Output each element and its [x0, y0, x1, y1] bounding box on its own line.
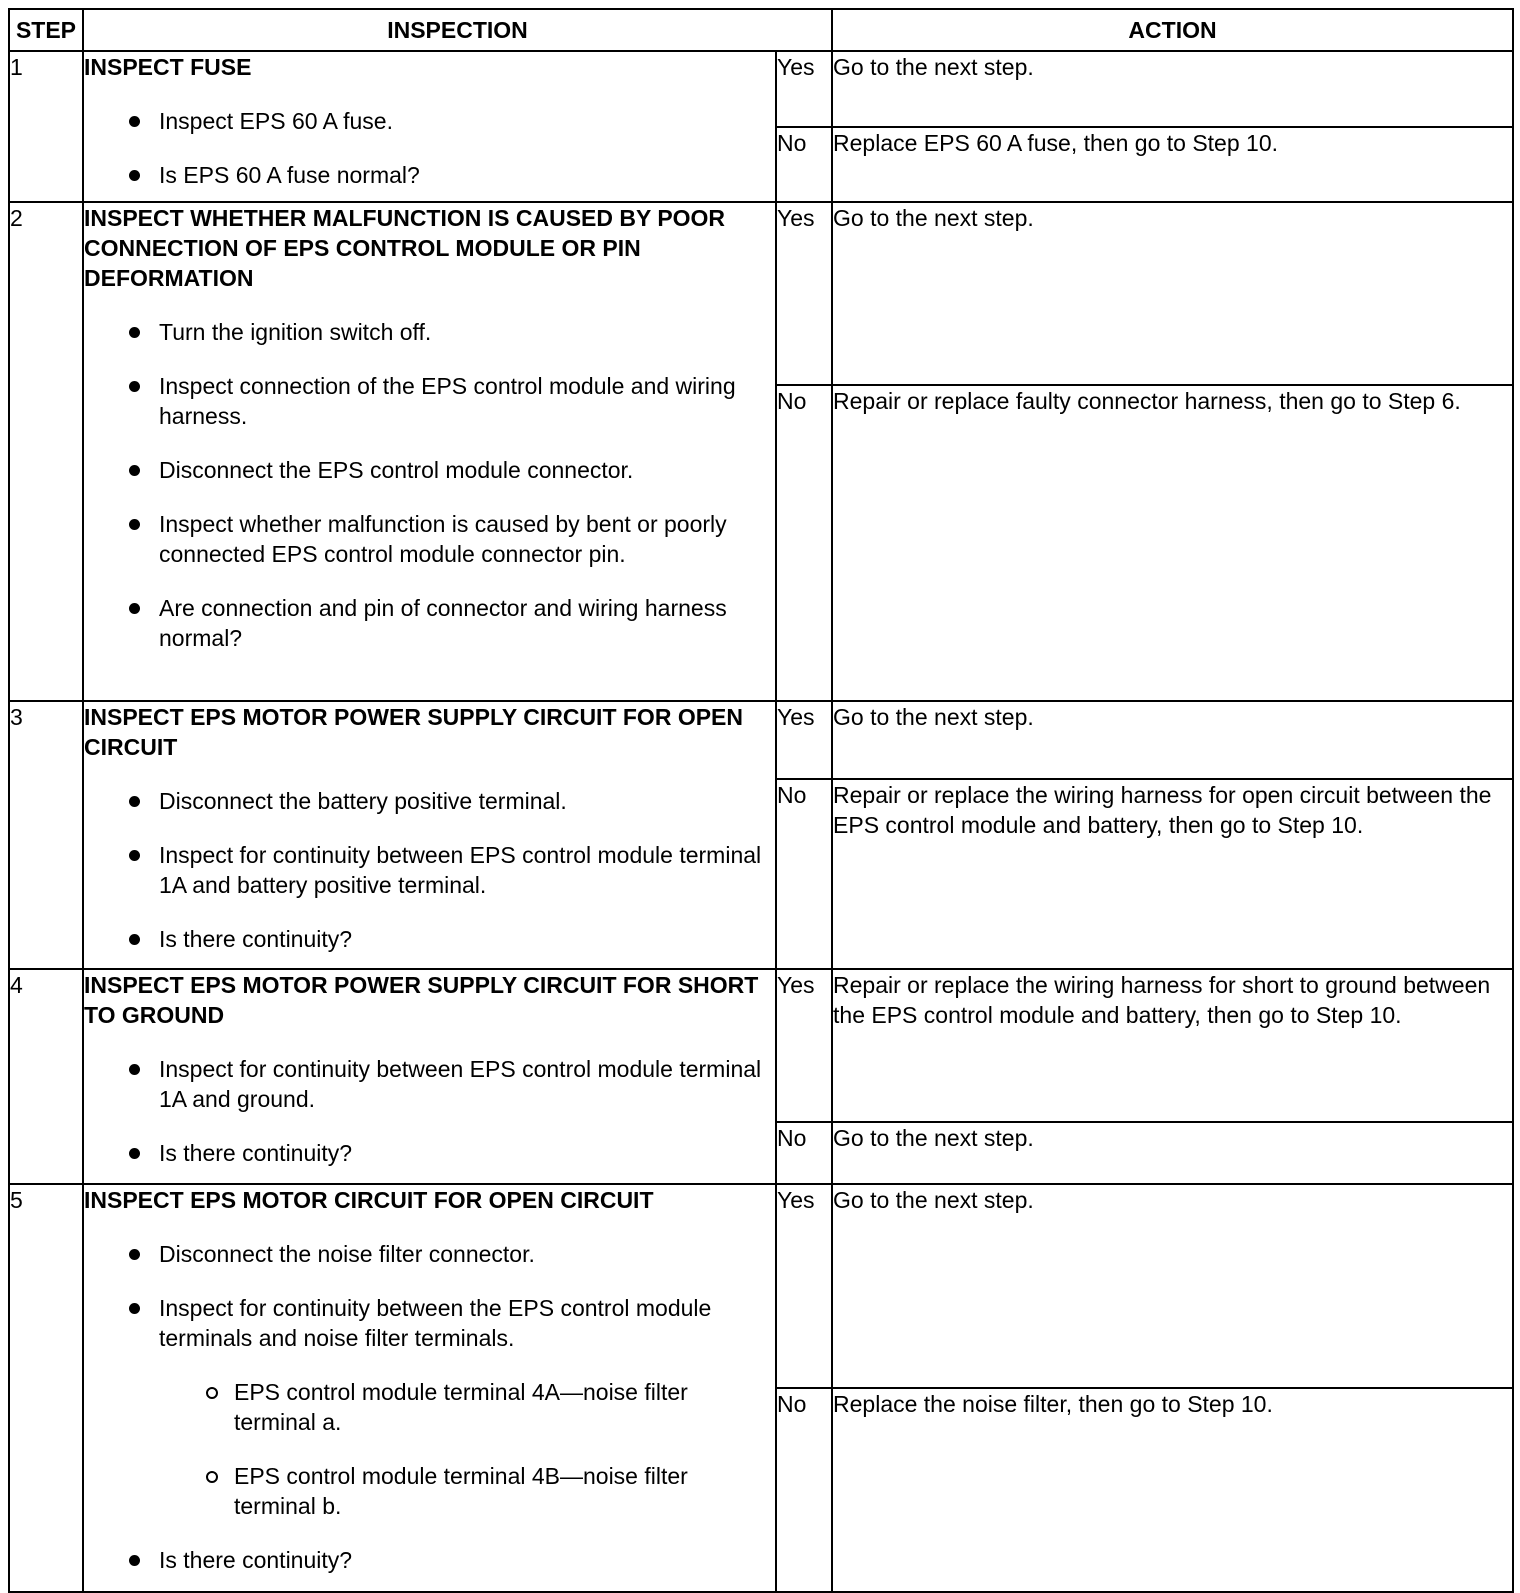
inspection-bullet: Inspect for continuity between the EPS control module terminals and noise filter terminals. — [84, 1293, 775, 1353]
inspection-bullet: Are connection and pin of connector and wiring harness normal? — [84, 593, 775, 653]
no-action: Repair or replace faulty connector harness, then go to Step 6. — [832, 385, 1513, 701]
inspection-bullet: Is EPS 60 A fuse normal? — [84, 160, 775, 190]
no-action: Replace EPS 60 A fuse, then go to Step 10. — [832, 127, 1513, 202]
inspection-bullet: Disconnect the EPS control module connector. — [84, 455, 775, 485]
header-action: ACTION — [832, 9, 1513, 51]
yes-label: Yes — [776, 701, 832, 779]
step-inspection — [83, 202, 776, 701]
step-number: 1 — [9, 51, 83, 202]
step-number: 5 — [9, 1184, 83, 1592]
step-inspection — [83, 1184, 776, 1592]
no-label: No — [776, 1388, 832, 1592]
step-title: INSPECT EPS MOTOR POWER SUPPLY CIRCUIT FOR SHORT TO GROUND — [84, 972, 759, 1028]
inspection-bullet: Inspect for continuity between EPS control module terminal 1A and ground. — [84, 1054, 775, 1114]
no-label: No — [776, 1122, 832, 1184]
yes-label: Yes — [776, 1184, 832, 1388]
yes-label: Yes — [776, 51, 832, 127]
yes-action: Go to the next step. — [832, 1184, 1513, 1388]
header-step: STEP — [9, 9, 83, 51]
step-title: INSPECT EPS MOTOR CIRCUIT FOR OPEN CIRCUIT — [84, 1187, 654, 1213]
step-1-yes-row — [9, 51, 1513, 127]
no-label: No — [776, 779, 832, 969]
step-4-yes-row — [9, 969, 1513, 1122]
step-5-yes-row — [9, 1184, 1513, 1388]
step-number: 3 — [9, 701, 83, 969]
inspection-bullet: Is there continuity? — [84, 924, 775, 954]
step-number: 4 — [9, 969, 83, 1184]
inspection-bullet: Inspect EPS 60 A fuse. — [84, 106, 775, 136]
yes-action: Go to the next step. — [832, 51, 1513, 127]
yes-label: Yes — [776, 202, 832, 385]
inspection-bullet: Disconnect the battery positive terminal. — [84, 786, 775, 816]
step-inspection — [83, 701, 776, 969]
header-inspection: INSPECTION — [83, 9, 832, 51]
yes-action: Go to the next step. — [832, 202, 1513, 385]
step-inspection — [83, 969, 776, 1184]
inspection-bullet: Disconnect the noise filter connector. — [84, 1239, 775, 1269]
step-inspection — [83, 51, 776, 202]
step-title: INSPECT WHETHER MALFUNCTION IS CAUSED BY POOR CONNECTION OF EPS CONTROL MODULE OR PIN DEFORMATION — [84, 205, 726, 291]
step-title: INSPECT EPS MOTOR POWER SUPPLY CIRCUIT FOR OPEN CIRCUIT — [84, 704, 744, 760]
no-action: Replace the noise filter, then go to Step 10. — [832, 1388, 1513, 1592]
troubleshooting-table — [8, 8, 1514, 1593]
step-title: INSPECT FUSE — [84, 54, 252, 80]
no-label: No — [776, 127, 832, 202]
no-action: Repair or replace the wiring harness for open circuit between the EPS control module and battery, then go to Step 10. — [832, 779, 1513, 969]
inspection-bullet: Is there continuity? — [84, 1138, 775, 1168]
header-row — [9, 9, 1513, 51]
inspection-bullet: Is there continuity? — [84, 1545, 775, 1575]
step-3-yes-row — [9, 701, 1513, 779]
no-label: No — [776, 385, 832, 701]
step-2-yes-row — [9, 202, 1513, 385]
inspection-bullet: Turn the ignition switch off. — [84, 317, 775, 347]
yes-label: Yes — [776, 969, 832, 1122]
step-number: 2 — [9, 202, 83, 701]
yes-action: Repair or replace the wiring harness for short to ground between the EPS control module and battery, then go to Step 10. — [832, 969, 1513, 1122]
inspection-sub-bullet: EPS control module terminal 4A—noise filter terminal a. — [84, 1377, 775, 1437]
yes-action: Go to the next step. — [832, 701, 1513, 779]
inspection-bullet: Inspect for continuity between EPS control module terminal 1A and battery positive terminal. — [84, 840, 775, 900]
inspection-bullet: Inspect whether malfunction is caused by bent or poorly connected EPS control module connector pin. — [84, 509, 775, 569]
no-action: Go to the next step. — [832, 1122, 1513, 1184]
inspection-sub-bullet: EPS control module terminal 4B—noise filter terminal b. — [84, 1461, 775, 1521]
inspection-bullet: Inspect connection of the EPS control module and wiring harness. — [84, 371, 775, 431]
